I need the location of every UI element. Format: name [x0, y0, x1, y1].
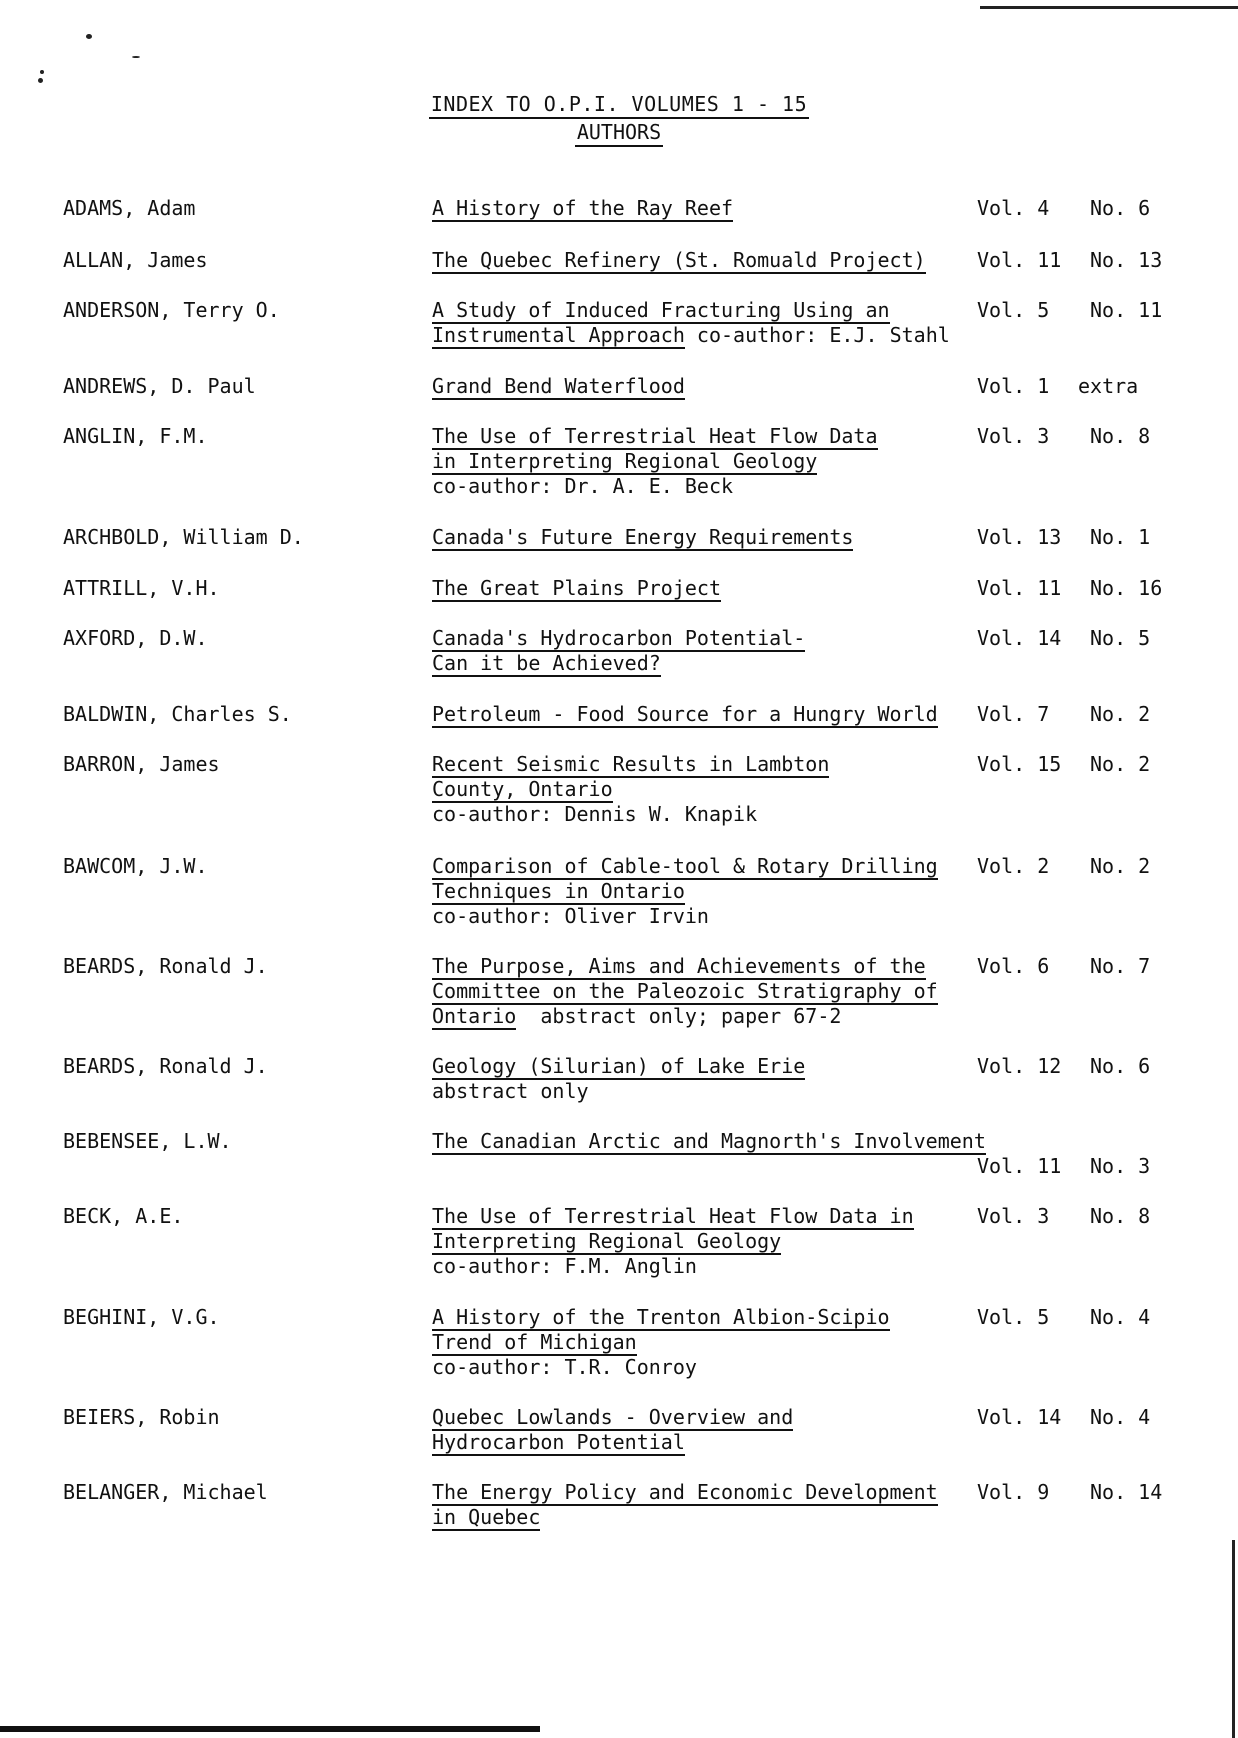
title-line: Instrumental Approach — [432, 323, 685, 347]
author-name: ADAMS, Adam — [63, 196, 196, 220]
issue-number: No. 1 — [1090, 525, 1151, 549]
paper-title — [432, 1480, 938, 1530]
paper-title — [432, 1204, 914, 1279]
issue-number: No. 4 — [1090, 1305, 1151, 1329]
scan-speck — [40, 70, 44, 74]
title-line: Hydrocarbon Potential — [432, 1430, 685, 1454]
volume-number: Vol. 15 — [977, 752, 1062, 776]
volume-number: Vol. 14 — [977, 626, 1062, 650]
index-subtitle: AUTHORS — [575, 120, 663, 147]
co-author-note: co-author: Dr. A. E. Beck — [432, 474, 734, 498]
volume-number: Vol. 6 — [977, 954, 1050, 978]
title-line: A Study of Induced Fracturing Using an — [432, 298, 890, 322]
paper-title — [432, 525, 853, 550]
title-line: Ontario — [432, 1004, 517, 1028]
issue-number: No. 13 — [1090, 248, 1163, 272]
title-line: in Interpreting Regional Geology — [432, 449, 818, 473]
title-line: Interpreting Regional Geology — [432, 1229, 782, 1253]
paper-title — [432, 298, 950, 348]
scan-edge-top — [980, 6, 1238, 9]
title-line: The Use of Terrestrial Heat Flow Data in — [432, 1204, 914, 1228]
abstract-note: abstract only; paper 67-2 — [540, 1004, 842, 1028]
author-name: BEARDS, Ronald J. — [63, 954, 268, 978]
author-name: BEIERS, Robin — [63, 1405, 220, 1429]
paper-title — [432, 374, 685, 399]
title-line: The Purpose, Aims and Achievements of the — [432, 954, 926, 978]
title-line: Techniques in Ontario — [432, 879, 685, 903]
issue-number: No. 6 — [1090, 196, 1151, 220]
issue-number: No. 8 — [1090, 424, 1151, 448]
issue-number: No. 14 — [1090, 1480, 1163, 1504]
co-author-note: co-author: E.J. Stahl — [696, 323, 950, 347]
scan-speck — [132, 56, 140, 58]
volume-number: Vol. 11 — [977, 576, 1062, 600]
paper-title — [432, 576, 721, 601]
page-header — [0, 92, 1238, 147]
paper-title — [432, 1129, 986, 1154]
volume-number: Vol. 3 — [977, 424, 1050, 448]
volume-number: Vol. 1 — [977, 374, 1050, 398]
author-name: BEARDS, Ronald J. — [63, 1054, 268, 1078]
title-line: Petroleum - Food Source for a Hungry World — [432, 702, 938, 726]
author-name: ATTRILL, V.H. — [63, 576, 220, 600]
scan-speck — [86, 34, 92, 39]
issue-number: No. 11 — [1090, 298, 1163, 322]
title-line: Quebec Lowlands - Overview and — [432, 1405, 794, 1429]
issue-number: No. 16 — [1090, 576, 1163, 600]
volume-number: Vol. 7 — [977, 702, 1050, 726]
title-line: Canada's Hydrocarbon Potential- — [432, 626, 806, 650]
author-name: BEGHINI, V.G. — [63, 1305, 220, 1329]
title-line: The Great Plains Project — [432, 576, 721, 600]
author-name: ANGLIN, F.M. — [63, 424, 208, 448]
abstract-note: abstract only — [432, 1079, 589, 1103]
volume-number: Vol. 3 — [977, 1204, 1050, 1228]
title-line: Trend of Michigan — [432, 1330, 637, 1354]
issue-number: No. 2 — [1090, 752, 1151, 776]
paper-title — [432, 248, 926, 273]
author-name: AXFORD, D.W. — [63, 626, 208, 650]
paper-title — [432, 954, 938, 1029]
title-line: Can it be Achieved? — [432, 651, 661, 675]
title-line: Recent Seismic Results in Lambton — [432, 752, 830, 776]
volume-number: Vol. 12 — [977, 1054, 1062, 1078]
volume-number: Vol. 5 — [977, 298, 1050, 322]
paper-title — [432, 424, 878, 499]
title-line: A History of the Trenton Albion-Scipio — [432, 1305, 890, 1329]
volume-number: Vol. 11 — [977, 248, 1062, 272]
issue-number: No. 3 — [1090, 1154, 1151, 1178]
title-line: The Canadian Arctic and Magnorth's Involvement — [432, 1129, 986, 1153]
author-name: ARCHBOLD, William D. — [63, 525, 304, 549]
author-name: BECK, A.E. — [63, 1204, 184, 1228]
author-name: BALDWIN, Charles S. — [63, 702, 292, 726]
author-name: ANDREWS, D. Paul — [63, 374, 256, 398]
paper-title — [432, 752, 829, 827]
title-line: A History of the Ray Reef — [432, 196, 734, 220]
volume-number: Vol. 9 — [977, 1480, 1050, 1504]
co-author-note: co-author: T.R. Conroy — [432, 1355, 697, 1379]
title-line: Geology (Silurian) of Lake Erie — [432, 1054, 806, 1078]
author-name: ANDERSON, Terry O. — [63, 298, 280, 322]
issue-number: No. 6 — [1090, 1054, 1151, 1078]
volume-number: Vol. 4 — [977, 196, 1050, 220]
title-line: The Energy Policy and Economic Development — [432, 1480, 938, 1504]
author-name: BARRON, James — [63, 752, 220, 776]
volume-number: Vol. 14 — [977, 1405, 1062, 1429]
title-line: Grand Bend Waterflood — [432, 374, 685, 398]
scan-edge-bottom — [0, 1726, 540, 1732]
issue-number: No. 7 — [1090, 954, 1151, 978]
author-name: BAWCOM, J.W. — [63, 854, 208, 878]
author-name: ALLAN, James — [63, 248, 208, 272]
paper-title — [432, 702, 938, 727]
issue-number: No. 5 — [1090, 626, 1151, 650]
issue-number: No. 8 — [1090, 1204, 1151, 1228]
co-author-note: co-author: Oliver Irvin — [432, 904, 709, 928]
paper-title — [432, 854, 938, 929]
co-author-note: co-author: Dennis W. Knapik — [432, 802, 758, 826]
index-title: INDEX TO O.P.I. VOLUMES 1 - 15 — [429, 92, 809, 119]
scan-edge-right — [1232, 1540, 1235, 1738]
title-line: County, Ontario — [432, 777, 613, 801]
volume-number: Vol. 5 — [977, 1305, 1050, 1329]
paper-title — [432, 1054, 805, 1104]
issue-number: No. 2 — [1090, 702, 1151, 726]
title-line: in Quebec — [432, 1505, 541, 1529]
volume-number: Vol. 2 — [977, 854, 1050, 878]
title-line: The Quebec Refinery (St. Romuald Project) — [432, 248, 926, 272]
issue-number: extra — [1078, 374, 1139, 398]
paper-title — [432, 196, 733, 221]
title-line: Canada's Future Energy Requirements — [432, 525, 854, 549]
paper-title — [432, 1405, 793, 1455]
title-line: Comparison of Cable-tool & Rotary Drilling — [432, 854, 938, 878]
title-line: The Use of Terrestrial Heat Flow Data — [432, 424, 878, 448]
paper-title — [432, 1305, 890, 1380]
issue-number: No. 4 — [1090, 1405, 1151, 1429]
author-name: BEBENSEE, L.W. — [63, 1129, 232, 1153]
co-author-note: co-author: F.M. Anglin — [432, 1254, 697, 1278]
issue-number: No. 2 — [1090, 854, 1151, 878]
scan-speck — [38, 78, 43, 83]
title-line: Committee on the Paleozoic Stratigraphy of — [432, 979, 938, 1003]
author-name: BELANGER, Michael — [63, 1480, 268, 1504]
volume-number: Vol. 11 — [977, 1154, 1062, 1178]
paper-title — [432, 626, 805, 676]
volume-number: Vol. 13 — [977, 525, 1062, 549]
